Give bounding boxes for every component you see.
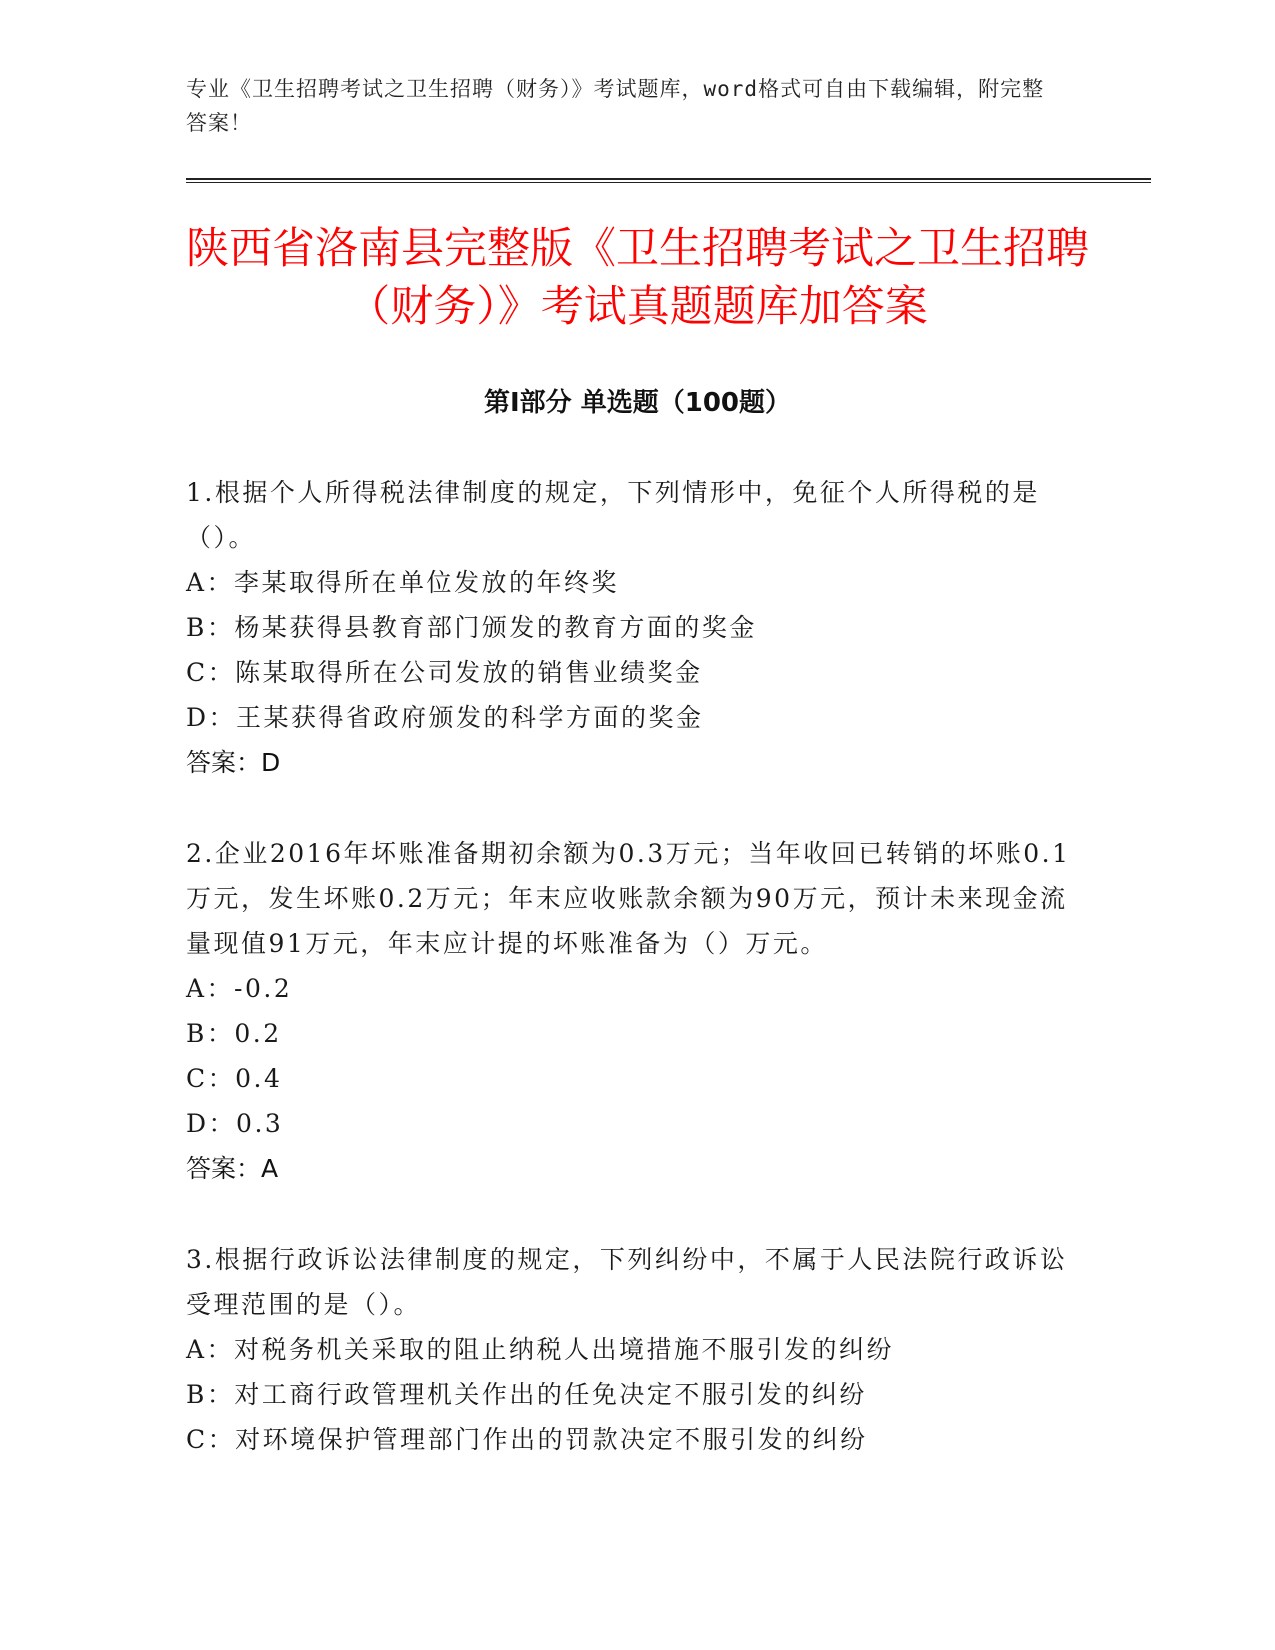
answer: 答案：A (186, 1154, 279, 1183)
question-text: 3.根据行政诉讼法律制度的规定，下列纠纷中，不属于人民法院行政诉讼受理范围的是（）。 (186, 1245, 1068, 1319)
option-a: A：李某取得所在单位发放的年终奖 (186, 568, 620, 597)
question-2 (186, 831, 1086, 1191)
option-d: D：0.3 (186, 1109, 284, 1138)
section-title: 第Ⅰ部分 单选题（100题） (484, 388, 791, 418)
option-c: C：对环境保护管理部门作出的罚款决定不服引发的纠纷 (186, 1425, 868, 1454)
header-note: 专业《卫生招聘考试之卫生招聘（财务）》考试题库，word格式可自由下载编辑，附完整答案！ (186, 77, 1045, 135)
question-text: 1.根据个人所得税法律制度的规定，下列情形中，免征个人所得税的是（）。 (186, 478, 1040, 552)
question-list (186, 470, 1086, 1508)
option-a: A：-0.2 (186, 974, 293, 1003)
option-c: C：陈某取得所在公司发放的销售业绩奖金 (186, 658, 703, 687)
document-title: 陕西省洛南县完整版《卫生招聘考试之卫生招聘（财务）》考试真题题库加答案 (186, 224, 1089, 332)
option-c: C：0.4 (186, 1064, 283, 1093)
question-1 (186, 470, 1086, 785)
option-b: B：杨某获得县教育部门颁发的教育方面的奖金 (186, 613, 757, 642)
option-b: B：对工商行政管理机关作出的任免决定不服引发的纠纷 (186, 1380, 867, 1409)
option-b: B：0.2 (186, 1019, 282, 1048)
option-d: D：王某获得省政府颁发的科学方面的奖金 (186, 703, 704, 732)
question-text: 2.企业2016年坏账准备期初余额为0.3万元；当年收回已转销的坏账0.1万元，发生坏账0.2万元；年末应收账款余额为90万元，预计未来现金流量现值91万元，年末应计提的坏账准备为（）万元。 (186, 839, 1071, 958)
answer: 答案：D (186, 748, 281, 777)
header-divider (186, 178, 1151, 183)
option-a: A：对税务机关采取的阻止纳税人出境措施不服引发的纠纷 (186, 1335, 895, 1364)
question-3 (186, 1237, 1086, 1462)
